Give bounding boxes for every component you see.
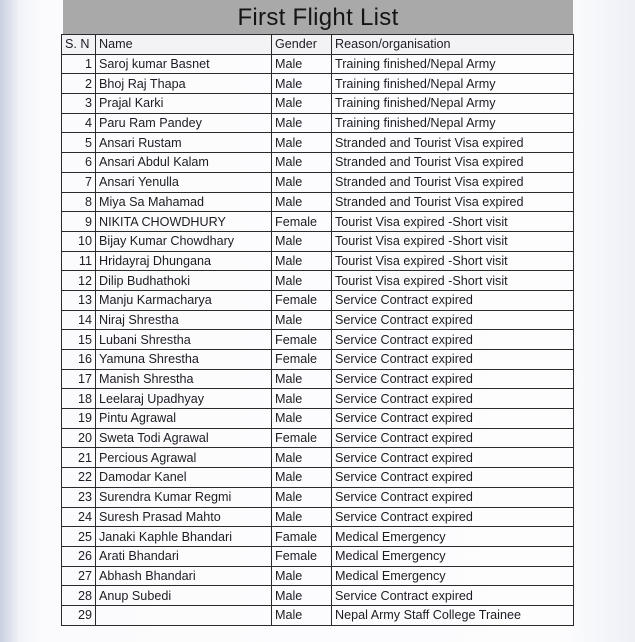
header-row <box>62 35 574 55</box>
table-row <box>62 487 574 507</box>
reason-cell: Service Contract expired <box>332 468 574 488</box>
gender-cell: Male <box>272 172 332 192</box>
gender-cell: Female <box>272 428 332 448</box>
passenger-name: Surendra Kumar Regmi <box>96 487 272 507</box>
row-number: 15 <box>62 330 96 350</box>
gender-cell: Male <box>272 192 332 212</box>
passenger-name: Lubani Shrestha <box>96 330 272 350</box>
flight-list-table <box>61 34 574 626</box>
gender-cell: Male <box>272 271 332 291</box>
table-row <box>62 566 574 586</box>
reason-cell: Service Contract expired <box>332 487 574 507</box>
reason-cell: Service Contract expired <box>332 290 574 310</box>
table-row <box>62 448 574 468</box>
reason-cell: Training finished/Nepal Army <box>332 94 574 114</box>
row-number: 29 <box>62 605 96 625</box>
gender-cell: Male <box>272 566 332 586</box>
row-number: 9 <box>62 212 96 232</box>
row-number: 11 <box>62 251 96 271</box>
table-row <box>62 212 574 232</box>
table-body <box>62 54 574 625</box>
gender-cell: Male <box>272 369 332 389</box>
reason-cell: Service Contract expired <box>332 586 574 606</box>
passenger-name <box>96 605 272 625</box>
row-number: 18 <box>62 389 96 409</box>
page-edge-shadow <box>0 0 18 642</box>
page-title: First Flight List <box>237 4 399 31</box>
row-number: 16 <box>62 350 96 370</box>
gender-cell: Famale <box>272 527 332 547</box>
passenger-name: Sweta Todi Agrawal <box>96 428 272 448</box>
row-number: 3 <box>62 94 96 114</box>
passenger-name: Leelaraj Upadhyay <box>96 389 272 409</box>
row-number: 5 <box>62 133 96 153</box>
table-row <box>62 330 574 350</box>
gender-cell: Male <box>272 94 332 114</box>
passenger-name: Anup Subedi <box>96 586 272 606</box>
gender-cell: Male <box>272 468 332 488</box>
reason-cell: Service Contract expired <box>332 369 574 389</box>
row-number: 14 <box>62 310 96 330</box>
reason-cell: Stranded and Tourist Visa expired <box>332 153 574 173</box>
gender-cell: Male <box>272 251 332 271</box>
column-header-sn: S. N <box>62 35 96 55</box>
reason-cell: Service Contract expired <box>332 350 574 370</box>
reason-cell: Medical Emergency <box>332 527 574 547</box>
table-row <box>62 586 574 606</box>
column-header-gender: Gender <box>272 35 332 55</box>
table-row <box>62 369 574 389</box>
passenger-name: Abhash Bhandari <box>96 566 272 586</box>
row-number: 7 <box>62 172 96 192</box>
row-number: 21 <box>62 448 96 468</box>
table-row <box>62 546 574 566</box>
table-row <box>62 605 574 625</box>
table-row <box>62 409 574 429</box>
reason-cell: Service Contract expired <box>332 428 574 448</box>
reason-cell: Nepal Army Staff College Trainee <box>332 605 574 625</box>
passenger-name: Arati Bhandari <box>96 546 272 566</box>
row-number: 22 <box>62 468 96 488</box>
reason-cell: Service Contract expired <box>332 389 574 409</box>
reason-cell: Service Contract expired <box>332 448 574 468</box>
gender-cell: Male <box>272 231 332 251</box>
row-number: 2 <box>62 74 96 94</box>
gender-cell: Female <box>272 350 332 370</box>
table-row <box>62 527 574 547</box>
gender-cell: Male <box>272 113 332 133</box>
passenger-name: Dilip Budhathoki <box>96 271 272 291</box>
reason-cell: Stranded and Tourist Visa expired <box>332 172 574 192</box>
row-number: 25 <box>62 527 96 547</box>
row-number: 8 <box>62 192 96 212</box>
reason-cell: Training finished/Nepal Army <box>332 54 574 74</box>
passenger-name: Ansari Abdul Kalam <box>96 153 272 173</box>
gender-cell: Male <box>272 448 332 468</box>
passenger-name: Manju Karmacharya <box>96 290 272 310</box>
reason-cell: Tourist Visa expired -Short visit <box>332 251 574 271</box>
table-row <box>62 94 574 114</box>
table-row <box>62 172 574 192</box>
row-number: 26 <box>62 546 96 566</box>
table-row <box>62 271 574 291</box>
passenger-name: Bijay Kumar Chowdhary <box>96 231 272 251</box>
passenger-name: Ansari Rustam <box>96 133 272 153</box>
passenger-name: NIKITA CHOWDHURY <box>96 212 272 232</box>
gender-cell: Female <box>272 546 332 566</box>
row-number: 12 <box>62 271 96 291</box>
row-number: 19 <box>62 409 96 429</box>
table-row <box>62 350 574 370</box>
passenger-name: Niraj Shrestha <box>96 310 272 330</box>
gender-cell: Female <box>272 212 332 232</box>
passenger-name: Percious Agrawal <box>96 448 272 468</box>
passenger-name: Bhoj Raj Thapa <box>96 74 272 94</box>
reason-cell: Service Contract expired <box>332 310 574 330</box>
gender-cell: Male <box>272 605 332 625</box>
passenger-name: Janaki Kaphle Bhandari <box>96 527 272 547</box>
gender-cell: Male <box>272 133 332 153</box>
reason-cell: Stranded and Tourist Visa expired <box>332 133 574 153</box>
passenger-name: Prajal Karki <box>96 94 272 114</box>
table-row <box>62 468 574 488</box>
table-row <box>62 251 574 271</box>
row-number: 10 <box>62 231 96 251</box>
gender-cell: Male <box>272 507 332 527</box>
gender-cell: Male <box>272 487 332 507</box>
row-number: 27 <box>62 566 96 586</box>
reason-cell: Tourist Visa expired -Short visit <box>332 271 574 291</box>
passenger-name: Manish Shrestha <box>96 369 272 389</box>
passenger-name: Damodar Kanel <box>96 468 272 488</box>
table-row <box>62 113 574 133</box>
reason-cell: Service Contract expired <box>332 507 574 527</box>
table-row <box>62 231 574 251</box>
row-number: 4 <box>62 113 96 133</box>
column-header-reason: Reason/organisation <box>332 35 574 55</box>
row-number: 28 <box>62 586 96 606</box>
passenger-name: Pintu Agrawal <box>96 409 272 429</box>
gender-cell: Female <box>272 330 332 350</box>
reason-cell: Tourist Visa expired -Short visit <box>332 212 574 232</box>
row-number: 1 <box>62 54 96 74</box>
column-header-name: Name <box>96 35 272 55</box>
passenger-name: Paru Ram Pandey <box>96 113 272 133</box>
table-row <box>62 310 574 330</box>
reason-cell: Service Contract expired <box>332 330 574 350</box>
table-row <box>62 74 574 94</box>
passenger-name: Hridayraj Dhungana <box>96 251 272 271</box>
reason-cell: Training finished/Nepal Army <box>332 113 574 133</box>
passenger-name: Ansari Yenulla <box>96 172 272 192</box>
passenger-name: Suresh Prasad Mahto <box>96 507 272 527</box>
gender-cell: Female <box>272 290 332 310</box>
row-number: 13 <box>62 290 96 310</box>
passenger-name: Saroj kumar Basnet <box>96 54 272 74</box>
table-row <box>62 428 574 448</box>
passenger-name: Yamuna Shrestha <box>96 350 272 370</box>
gender-cell: Male <box>272 54 332 74</box>
table-row <box>62 290 574 310</box>
gender-cell: Male <box>272 74 332 94</box>
reason-cell: Training finished/Nepal Army <box>332 74 574 94</box>
table-row <box>62 507 574 527</box>
table-row <box>62 389 574 409</box>
reason-cell: Service Contract expired <box>332 409 574 429</box>
row-number: 17 <box>62 369 96 389</box>
title-banner <box>63 0 573 34</box>
row-number: 23 <box>62 487 96 507</box>
row-number: 20 <box>62 428 96 448</box>
table-row <box>62 133 574 153</box>
row-number: 24 <box>62 507 96 527</box>
row-number: 6 <box>62 153 96 173</box>
gender-cell: Male <box>272 586 332 606</box>
passenger-name: Miya Sa Mahamad <box>96 192 272 212</box>
gender-cell: Male <box>272 153 332 173</box>
reason-cell: Tourist Visa expired -Short visit <box>332 231 574 251</box>
gender-cell: Male <box>272 389 332 409</box>
gender-cell: Male <box>272 409 332 429</box>
gender-cell: Male <box>272 310 332 330</box>
reason-cell: Medical Emergency <box>332 546 574 566</box>
reason-cell: Medical Emergency <box>332 566 574 586</box>
reason-cell: Stranded and Tourist Visa expired <box>332 192 574 212</box>
table-row <box>62 54 574 74</box>
table-row <box>62 192 574 212</box>
table-row <box>62 153 574 173</box>
